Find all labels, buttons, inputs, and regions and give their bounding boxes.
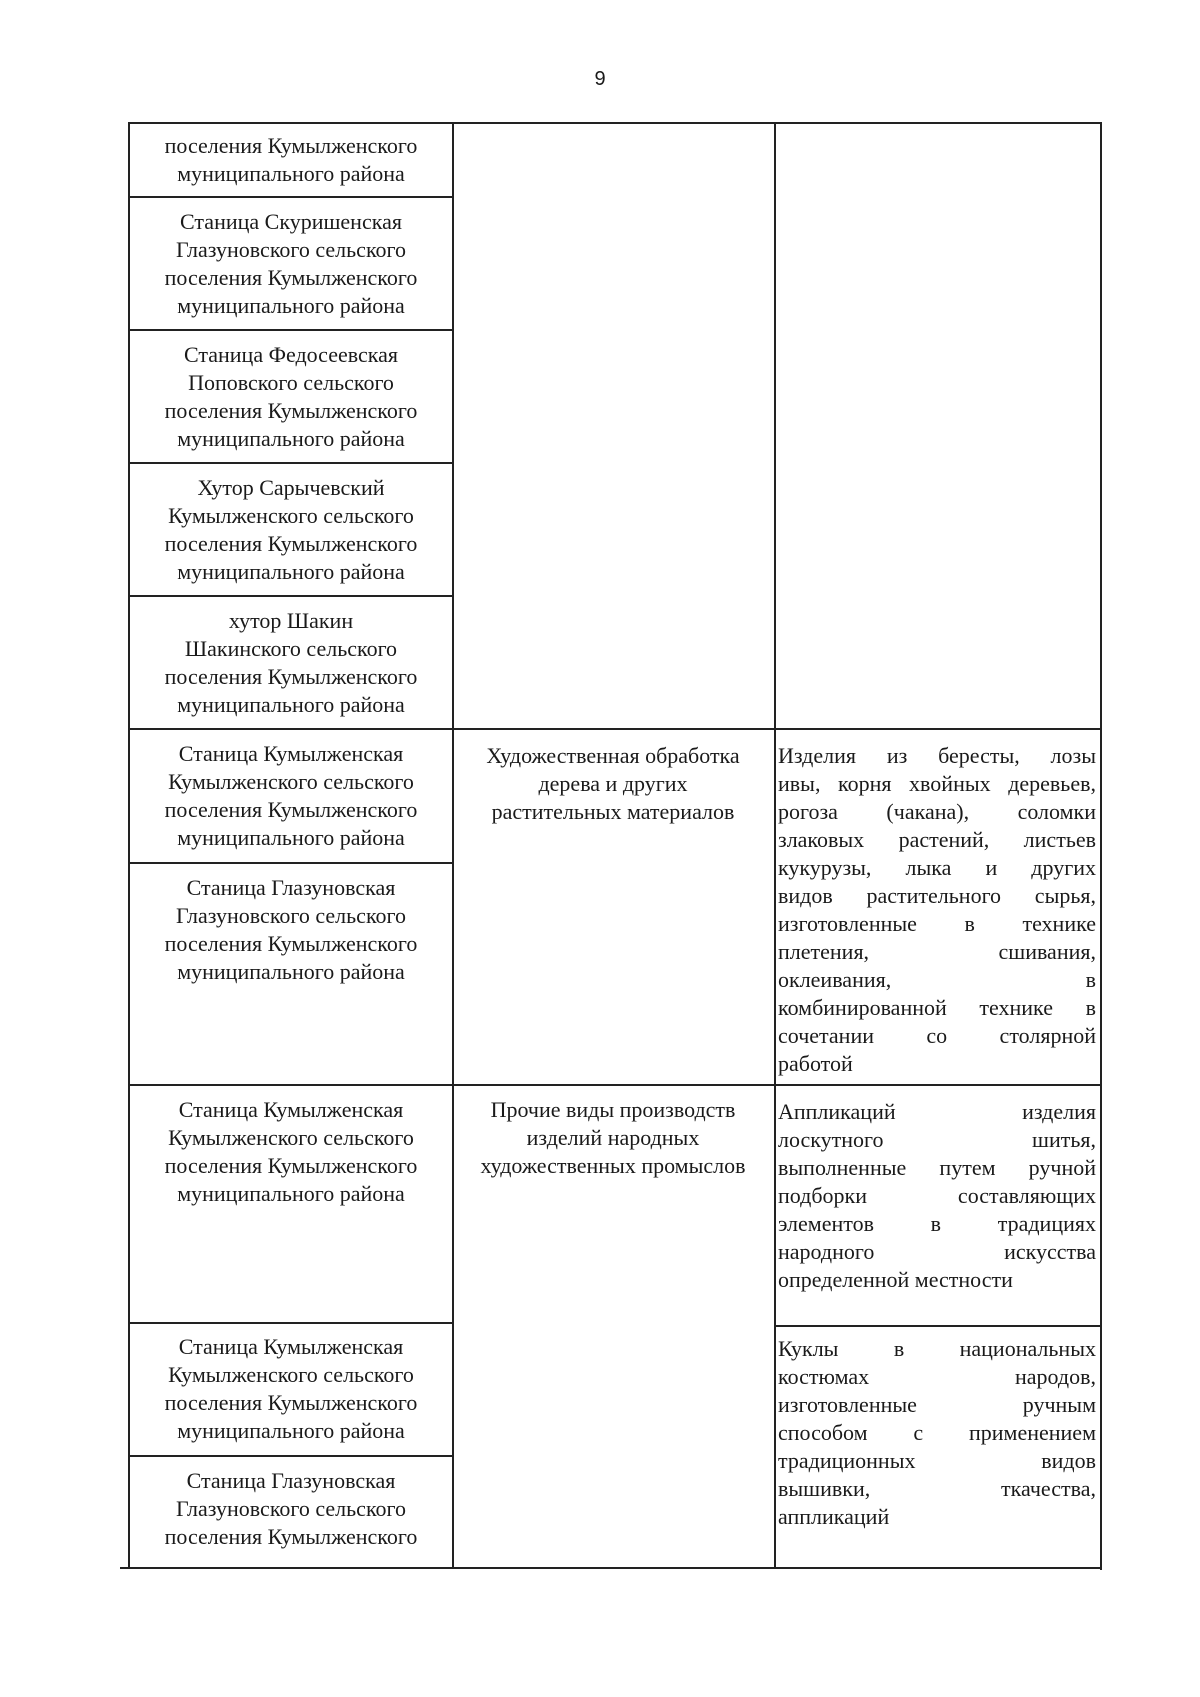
settlement-cell: Станица Глазуновская Глазуновского сельского поселения Кумылженского муниципального района bbox=[164, 875, 418, 984]
settlement-cell: Станица Федосеевская Поповского сельского поселения Кумылженского муниципального района bbox=[164, 342, 418, 451]
settlement-cell: Станица Глазуновская Глазуновского сельского поселения Кумылженского bbox=[164, 1468, 418, 1549]
craft-type-cell: Прочие виды производств изделий народных художественных промыслов bbox=[480, 1097, 746, 1178]
settlement-cell: Станица Кумылженская Кумылженского сельского поселения Кумылженского муниципального района bbox=[164, 1097, 418, 1206]
product-description-cell: Куклы в национальных костюмах народов, изготовленные ручным способом с применением традиционных видов вышивки, ткачества, аппликаций bbox=[778, 1336, 1096, 1529]
settlement-cell: Станица Скуришенская Глазуновского сельского поселения Кумылженского муниципального района bbox=[164, 209, 418, 318]
settlement-cell: Станица Кумылженская Кумылженского сельского поселения Кумылженского муниципального района bbox=[164, 1334, 418, 1443]
page-number: 9 bbox=[594, 68, 606, 90]
product-description-cell: Аппликаций изделия лоскутного шитья, выполненные путем ручной подборки составляющих элементов в традициях народного искусства определенной местности bbox=[778, 1099, 1096, 1292]
craft-type-cell: Художественная обработка дерева и других растительных материалов bbox=[486, 743, 740, 824]
settlement-cell: Станица Кумылженская Кумылженского сельского поселения Кумылженского муниципального района bbox=[164, 741, 418, 850]
settlement-cell: поселения Кумылженского муниципального района bbox=[164, 133, 418, 186]
settlement-cell: Хутор Сарычевский Кумылженского сельского поселения Кумылженского муниципального района bbox=[164, 475, 418, 584]
product-description-cell: Изделия из бересты, лозы ивы, корня хвойных деревьев, рогоза (чакана), соломки злаковых растений, листьев кукурузы, лыка и других видов растительного сырья, изготовленные в технике плетения, сшивания, оклеивания, в комбинированной технике в сочетании со столярной работой bbox=[778, 743, 1096, 1076]
settlement-cell: хутор Шакин Шакинского сельского поселения Кумылженского муниципального района bbox=[164, 608, 418, 717]
